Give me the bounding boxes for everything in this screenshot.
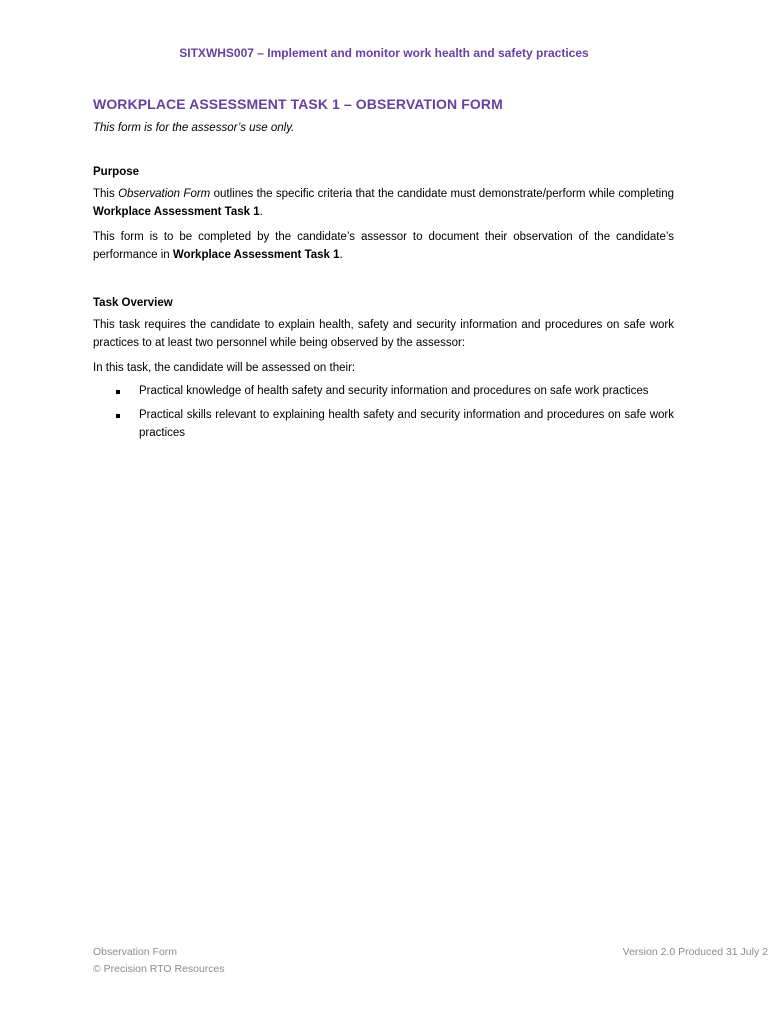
- footer-copyright: © Precision RTO Resources: [93, 963, 225, 975]
- task-name-bold: Workplace Assessment Task 1: [93, 205, 260, 218]
- page-footer: [93, 944, 768, 978]
- square-bullet-icon: [116, 414, 120, 418]
- overview-paragraph-1: This task requires the candidate to explain health, safety and security information and procedures on safe work practices to at least two personnel while being observed by the assessor:: [93, 319, 674, 349]
- page-title: WORKPLACE ASSESSMENT TASK 1 – OBSERVATION FORM: [93, 96, 503, 112]
- task-overview-heading: Task Overview: [93, 297, 173, 309]
- list-item: Practical skills relevant to explaining health safety and security information and procedures on safe work practices: [93, 407, 674, 442]
- observation-form-emphasis: Observation Form: [118, 188, 211, 200]
- document-header-title: SITXWHS007 – Implement and monitor work health and safety practices: [179, 46, 589, 60]
- assessment-criteria-list: [93, 383, 674, 443]
- overview-paragraph-2: In this task, the candidate will be assessed on their:: [93, 362, 356, 374]
- list-item: Practical knowledge of health safety and security information and procedures on safe work practices: [93, 383, 674, 401]
- purpose-heading: Purpose: [93, 166, 140, 178]
- purpose-paragraph-2: This form is to be completed by the candidate’s assessor to document their observation of the candidate’s performance in Workplace Assessment Task 1.: [93, 231, 674, 261]
- document-body: [93, 96, 674, 449]
- assessor-note: This form is for the assessor’s use only.: [93, 122, 295, 134]
- footer-version: Version 2.0 Produced 31 July 2: [622, 946, 768, 958]
- footer-form-name: Observation Form: [93, 946, 178, 958]
- purpose-paragraph-1: This Observation Form outlines the specific criteria that the candidate must demonstrate/perform while completing Workplace Assessment Task 1.: [93, 188, 675, 218]
- square-bullet-icon: [116, 390, 120, 394]
- task-name-bold: Workplace Assessment Task 1: [172, 248, 340, 261]
